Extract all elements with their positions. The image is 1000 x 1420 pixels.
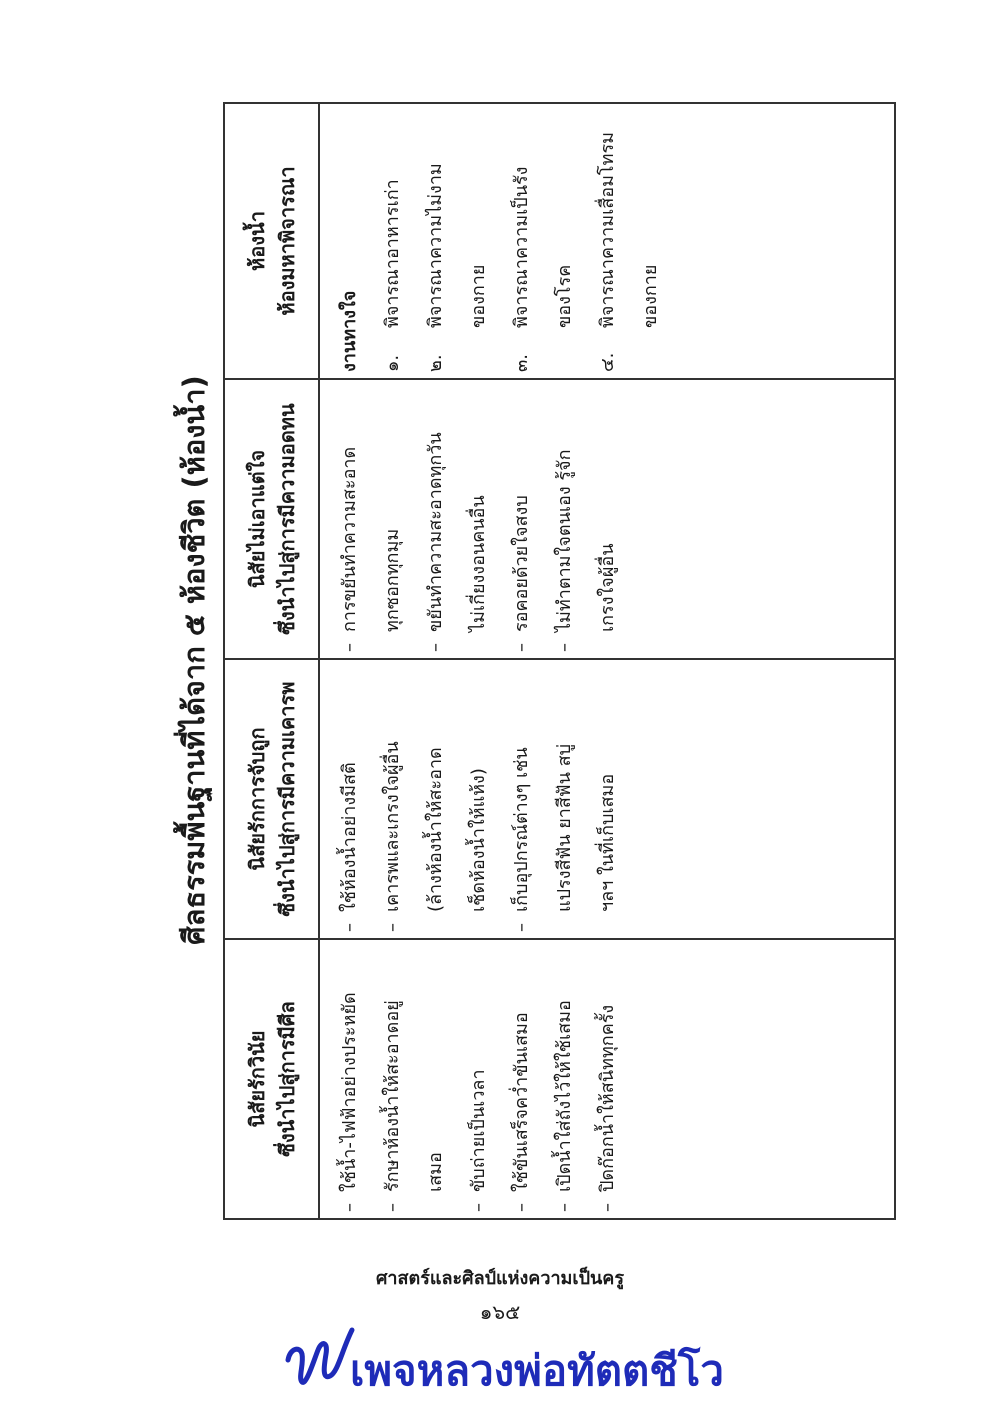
dash-bullet: – <box>425 643 446 652</box>
brand-logo <box>280 1320 740 1400</box>
numbered-item <box>586 110 629 372</box>
item-text: ปิดก๊อกน้ำให้สนิททุกครั้ง <box>597 1004 618 1192</box>
list-item <box>500 946 543 1212</box>
list-item <box>371 386 414 652</box>
header-col1 <box>225 938 320 1218</box>
list-item <box>543 946 586 1212</box>
header-col2-line2: ซึ่งนำไปสู่การมีความเคารพ <box>274 681 299 917</box>
numbered-item <box>414 110 457 372</box>
list-item <box>500 666 543 932</box>
item-text: เสมอ <box>425 1152 446 1192</box>
list-item <box>457 386 500 652</box>
list-item <box>414 666 457 932</box>
item-text: ขยันทำความสะอาดทุกวัน <box>425 432 446 632</box>
dash-bullet: – <box>339 923 360 932</box>
item-text: ไม่ทำตามใจตนเอง รู้จัก <box>554 449 575 632</box>
header-col4-line2: ห้องมหาพิจารณา <box>274 166 299 316</box>
item-text: เช็ดห้องน้ำให้แห้ง) <box>468 768 489 912</box>
item-text: พิจารณาความเสื่อมโทรม <box>597 132 618 328</box>
item-text: การขยันทำความสะอาด <box>339 446 360 632</box>
list-item <box>586 386 629 652</box>
list-item <box>586 946 629 1212</box>
dash-bullet: – <box>511 923 532 932</box>
book-footer: ศาสตร์และศิลป์แห่งความเป็นครู <box>375 1268 625 1289</box>
col3-cell <box>320 378 894 658</box>
list-item <box>414 946 457 1212</box>
brand-name: เพจหลวงพ่อทัตตชีโว <box>350 1346 724 1395</box>
dash-bullet: – <box>339 1203 360 1212</box>
list-item <box>371 946 414 1212</box>
dash-bullet: – <box>339 643 360 652</box>
brand-mark-icon <box>280 1320 360 1400</box>
header-col1-line1: นิสัยรักวินัย <box>244 1030 269 1128</box>
item-text: ของโรค <box>554 264 575 328</box>
page-title: ศีลธรรมพื้นฐานที่ได้จาก ๕ ห้องชีวิต (ห้องน้ำ) <box>177 375 211 945</box>
dash-bullet: – <box>597 1203 618 1212</box>
item-text: ขับถ่ายเป็นเวลา <box>468 1069 489 1192</box>
numbered-item <box>500 110 543 372</box>
list-item <box>586 666 629 932</box>
item-text: รักษาห้องน้ำให้สะอาดอยู่ <box>382 1000 403 1192</box>
item-text: ใช้ขันเสร็จคว่ำขันเสมอ <box>511 1012 532 1192</box>
list-item <box>457 946 500 1212</box>
col2-cell <box>320 658 894 938</box>
list-item <box>371 666 414 932</box>
item-text: ใช้ห้องน้ำอย่างมีสติ <box>339 762 360 912</box>
header-col2-line1: นิสัยรักการจับถูก <box>244 727 269 871</box>
col4-cell <box>320 104 894 378</box>
dash-bullet: – <box>554 643 575 652</box>
dash-bullet: – <box>511 643 532 652</box>
list-item <box>500 386 543 652</box>
dash-bullet: – <box>468 1203 489 1212</box>
item-text: พิจารณาความเป็นรัง <box>511 166 532 328</box>
list-item <box>414 386 457 652</box>
item-text: เก็บอุปกรณ์ต่างๆ เช่น <box>511 747 532 912</box>
list-item <box>457 666 500 932</box>
section-heading: งานทางใจ <box>339 290 360 372</box>
rotated-content <box>165 100 900 1220</box>
col1-cell <box>320 938 894 1218</box>
item-text: ฯลฯ ในที่เก็บเสมอ <box>597 773 618 912</box>
header-col2 <box>225 658 320 938</box>
page-number: ๑๖๕ <box>479 1300 521 1324</box>
dash-bullet: – <box>511 1203 532 1212</box>
list-item <box>543 666 586 932</box>
numbered-item <box>457 110 500 372</box>
item-text: เคารพและเกรงใจผู้อื่น <box>382 741 403 912</box>
list-item <box>328 666 371 932</box>
header-col4-line1: ห้องน้ำ <box>244 211 269 271</box>
numbered-item <box>371 110 414 372</box>
item-number: ๑. <box>382 354 403 372</box>
item-text: ของกาย <box>640 264 661 328</box>
item-text: รอคอยด้วยใจสงบ <box>511 495 532 632</box>
morality-table <box>223 102 896 1220</box>
list-item <box>543 386 586 652</box>
header-col3-line1: นิสัยไม่เอาแต่ใจ <box>244 449 269 589</box>
numbered-item <box>629 110 672 372</box>
dash-bullet: – <box>382 923 403 932</box>
item-text: ไม่เกี่ยงงอนคนอื่น <box>468 495 489 632</box>
item-text: แปรงสีฟัน ยาสีฟัน สบู่ <box>554 743 575 912</box>
item-number: ๓. <box>511 353 532 372</box>
item-text: (ล้างห้องน้ำให้สะอาด <box>425 747 446 912</box>
list-item <box>328 386 371 652</box>
header-col1-line2: ซึ่งนำไปสู่การมีศีล <box>274 1001 299 1157</box>
dash-bullet: – <box>554 1203 575 1212</box>
item-number: ๒. <box>425 354 446 372</box>
list-item <box>328 946 371 1212</box>
dash-bullet: – <box>382 1203 403 1212</box>
item-text: เปิดน้ำใส่ถังไว้ให้ใช้เสมอ <box>554 1000 575 1192</box>
item-number: ๔. <box>597 352 618 372</box>
numbered-item <box>543 110 586 372</box>
item-text: พิจารณาอาหารเก่า <box>382 179 403 328</box>
item-text: พิจารณาความไม่งาม <box>425 163 446 328</box>
item-text: ใช้น้ำ-ไฟฟ้าอย่างประหยัด <box>339 992 360 1192</box>
item-text: ของกาย <box>468 264 489 328</box>
item-text: ทุกซอกทุกมุม <box>382 528 403 632</box>
header-col4 <box>225 104 320 378</box>
header-col3-line2: ซึ่งนำไปสู่การมีความอดทน <box>274 403 299 635</box>
header-col3 <box>225 378 320 658</box>
item-text: เกรงใจผู้อื่น <box>597 543 618 632</box>
